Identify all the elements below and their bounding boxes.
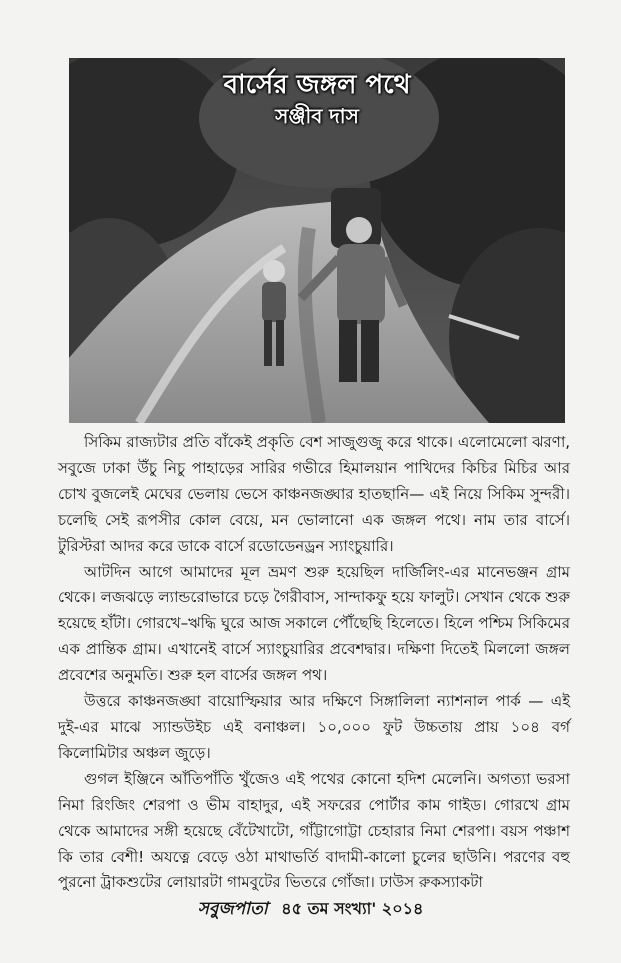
paragraph: আটদিন আগে আমাদের মূল ভ্রমণ শুরু হয়েছিল দার্জিলিং-এর মানেভঞ্জন গ্রাম থেকে। লজঝড়ে ল্যান্ডরোভারে চড়ে গৈরীবাস, সান্দাকফু হয়ে ফালুট। সেখান থেকে শুরু হয়েছে হাঁটা। গোরখে–ঋদ্ধি ঘুরে আজ সকালে পৌঁছেছি হিলেতে। হিলে পশ্চিম সিকিমের এক প্রান্তিক গ্রাম। এখানেই বার্সে স্যাংচুয়ারির প্রবেশদ্বার। দক্ষিণা দিতেই মিললো জঙ্গল প্রবেশের অনুমতি। শুরু হল বার্সের জঙ্গল পথ।	[58, 562, 570, 685]
paragraph: সিকিম রাজ্যটার প্রতি বাঁকেই প্রকৃতি বেশ সাজুগুজু করে থাকে। এলোমেলো ঝরণা, সবুজে ঢাকা উঁচু নিচু পাহাড়ের সারির গভীরে হিমালয়ান পাখিদের কিচির মিচির আর চোখ বুজলেই মেঘের ভেলায় ভেসে কাঞ্চনজঙ্ঘার হাতছানি— এই নিয়ে সিকিম সুন্দরী। চলেছি সেই রূপসীর কোল বেয়ে, মন ভোলানো এক জঙ্গল পথে। নাম তার বার্সে। টুরিস্টরা আদর করে ডাকে বার্সে রডোডেনড্রন স্যাংচুয়ারি।	[58, 433, 570, 555]
magazine-name: সবুজপাতা	[197, 899, 268, 919]
paragraph: গুগল ইঞ্জিনে আঁতিপাঁতি খুঁজেও এই পথের কোনো হদিশ মেলেনি। অগত্যা ভরসা নিমা রিংজিং শেরপা ও ভীম বাহাদুর, এই সফরের পোর্টার কাম গাইড। গোরখে গ্রাম থেকে আমাদের সঙ্গী হয়েছে বেঁটেখাটো, গাঁট্টাগোট্টা চেহারার নিমা শেরপা। বয়স পঞ্চাশ কি তার বেশী! অযত্নে বেড়ে ওঠা মাথাভর্তি বাদামী-কালো চুলের ছাউনি। পরণের বহু পুরনো ট্রাকশুটের লোয়ারটা গামবুটের ভিতরে গোঁজা। ঢাউস রুকস্যাকটা	[58, 769, 570, 892]
issue-number: ৪৫ তম সংখ্যা' ২০১৪	[281, 899, 424, 918]
page-footer	[0, 896, 621, 924]
article-photo	[69, 58, 565, 423]
article-title: বার্সের জঙ্গল পথে	[223, 70, 411, 100]
article-body	[58, 430, 570, 896]
paragraph: উত্তরে কাঞ্চনজঙ্ঘা বায়োস্ফিয়ার আর দক্ষিণে সিঙ্গালিলা ন্যাশনাল পার্ক — এই দুই-এর মাঝে স্যান্ডউইচ এই বনাঞ্চল। ১০,০০০ ফুট উচ্চতায় প্রায় ১০৪ বর্গ কিলোমিটার অঞ্চল জুড়ে।	[58, 692, 570, 762]
author-name: সঞ্জীব দাস	[275, 104, 359, 128]
